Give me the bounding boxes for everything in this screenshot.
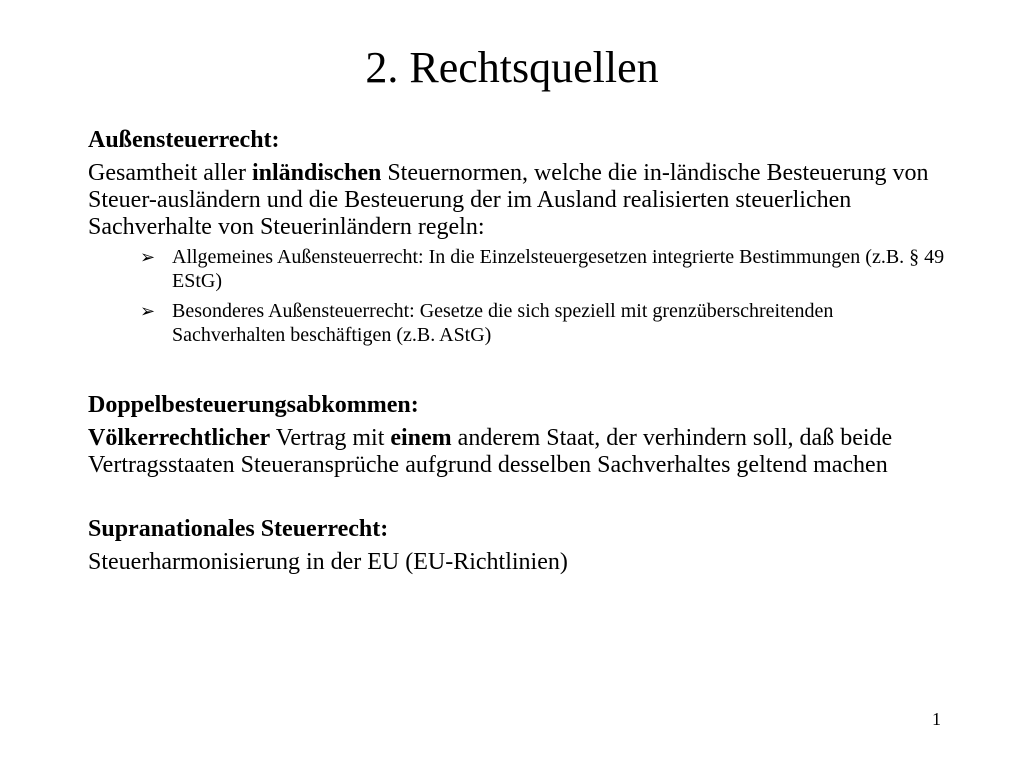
section-aussensteuerrecht (88, 126, 948, 347)
paragraph-bold-text: Völkerrechtlicher (88, 425, 271, 451)
bullet-list (88, 245, 948, 347)
section-heading: Doppelbesteuerungsabkommen: (88, 392, 419, 418)
section-heading: Supranationales Steuerrecht: (88, 516, 389, 542)
section-spacer (88, 353, 948, 391)
paragraph-text: Steuernormen, welche die in-ländische Besteuerung von Steuer-ausländern und die Besteuerung der im Ausland realisierten steuerlichen Sachverhalte von Steuerinländern regeln: (88, 160, 929, 240)
section-doppelbesteuerungsabkommen (88, 391, 948, 479)
section-supranationales-steuerrecht (88, 515, 948, 576)
bullet-text: Besonderes Außensteuerrecht: Gesetze die sich speziell mit grenzüberschreitenden Sachverhalten beschäftigen (z.B. AStG) (172, 300, 834, 346)
page-number: 1 (932, 709, 941, 729)
paragraph-text: Gesamtheit aller (88, 160, 252, 186)
paragraph-bold-text: einem (390, 425, 452, 451)
bullet-text: Allgemeines Außensteuerrecht: In die Einzelsteuergesetzen integrierte Bestimmungen (z.B. § 49 EStG) (172, 246, 945, 292)
section-paragraph: Steuerharmonisierung in der EU (EU-Richtlinien) (88, 549, 568, 575)
paragraph-bold-text: inländischen (251, 160, 382, 186)
section-paragraph (88, 160, 948, 241)
section-paragraph (88, 425, 948, 479)
bullet-item (140, 299, 948, 347)
paragraph-text: Vertrag mit (270, 425, 391, 451)
section-heading: Außensteuerrecht: (88, 127, 280, 153)
arrowhead-bullet-icon: ➢ (140, 247, 156, 267)
slide-title: 2. Rechtsquellen (365, 43, 659, 92)
arrowhead-bullet-icon: ➢ (140, 301, 156, 321)
bullet-item (140, 245, 948, 293)
paragraph-text: anderem Staat, der verhindern soll, daß beide Vertragsstaaten Steueransprüche aufgrund desselben Sachverhaltes geltend machen (88, 425, 893, 478)
section-spacer (88, 479, 948, 515)
slide-content (88, 126, 948, 576)
